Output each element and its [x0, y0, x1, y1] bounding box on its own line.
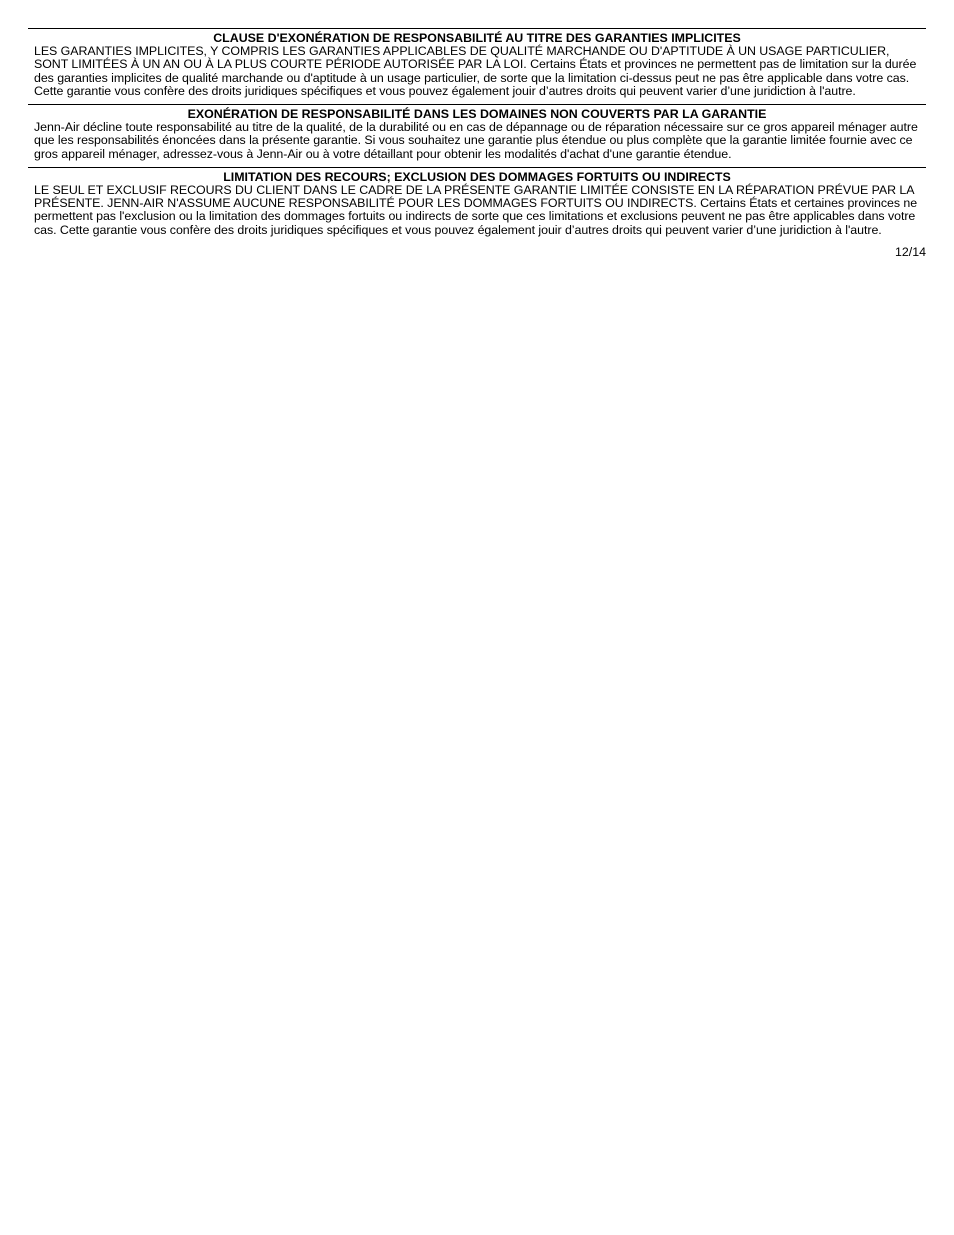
page-number: 12/14: [894, 244, 926, 259]
section-body: LE SEUL ET EXCLUSIF RECOURS DU CLIENT DANS LE CADRE DE LA PRÉSENTE GARANTIE LIMITÉE CONSISTE EN LA RÉPARATION PRÉVUE PAR LA PRÉSENTE. JENN-AIR N'ASSUME AUCUNE RESPONSABILITÉ POUR LES DOMMAGES FORTUITS OU INDIRECTS. Certains États et certaines provinces ne permettent pas l'exclusion ou la limitation des dommages fortuits ou indirects de sorte que ces limitations et exclusions peuvent ne pas être applicables dans votre cas. Cette garantie vous confère des droits juridiques spécifiques et vous pouvez également jouir d’autres droits qui peuvent varier d’une juridiction à l'autre.: [34, 183, 918, 237]
limitation-of-remedies-section: [28, 167, 926, 243]
section-title: CLAUSE D'EXONÉRATION DE RESPONSABILITÉ AU TITRE DES GARANTIES IMPLICITES: [213, 31, 741, 45]
warranty-document: [28, 28, 926, 259]
section-body: Jenn-Air décline toute responsabilité au titre de la qualité, de la durabilité ou en cas de dépannage ou de réparation nécessaire sur ce gros appareil ménager autre que les responsabilités énoncées dans la présente garantie. Si vous souhaitez une garantie plus étendue ou plus complète que la garantie limitée fournie avec ce gros appareil ménager, adressez-vous à Jenn-Air ou à votre détaillant pour obtenir les modalités d'achat d'une garantie étendue.: [34, 120, 918, 161]
implied-warranty-disclaimer-section: [28, 28, 926, 104]
non-covered-disclaimer-section: [28, 104, 926, 167]
section-title: EXONÉRATION DE RESPONSABILITÉ DANS LES DOMAINES NON COUVERTS PAR LA GARANTIE: [187, 107, 767, 122]
section-body: LES GARANTIES IMPLICITES, Y COMPRIS LES GARANTIES APPLICABLES DE QUALITÉ MARCHANDE OU D'APTITUDE À UN USAGE PARTICULIER, SONT LIMITÉES À UN AN OU À LA PLUS COURTE PÉRIODE AUTORISÉE PAR LA LOI. Certains États et provinces ne permettent pas de limitation sur la durée des garanties implicites de qualité marchande ou d'aptitude à un usage particulier, de sorte que la limitation ci-dessus peut ne pas être applicable dans votre cas. Cette garantie vous confère des droits juridiques spécifiques et vous pouvez également jouir d’autres droits qui peuvent varier d’une juridiction à l'autre.: [34, 44, 917, 98]
section-title: LIMITATION DES RECOURS; EXCLUSION DES DOMMAGES FORTUITS OU INDIRECTS: [223, 169, 731, 184]
